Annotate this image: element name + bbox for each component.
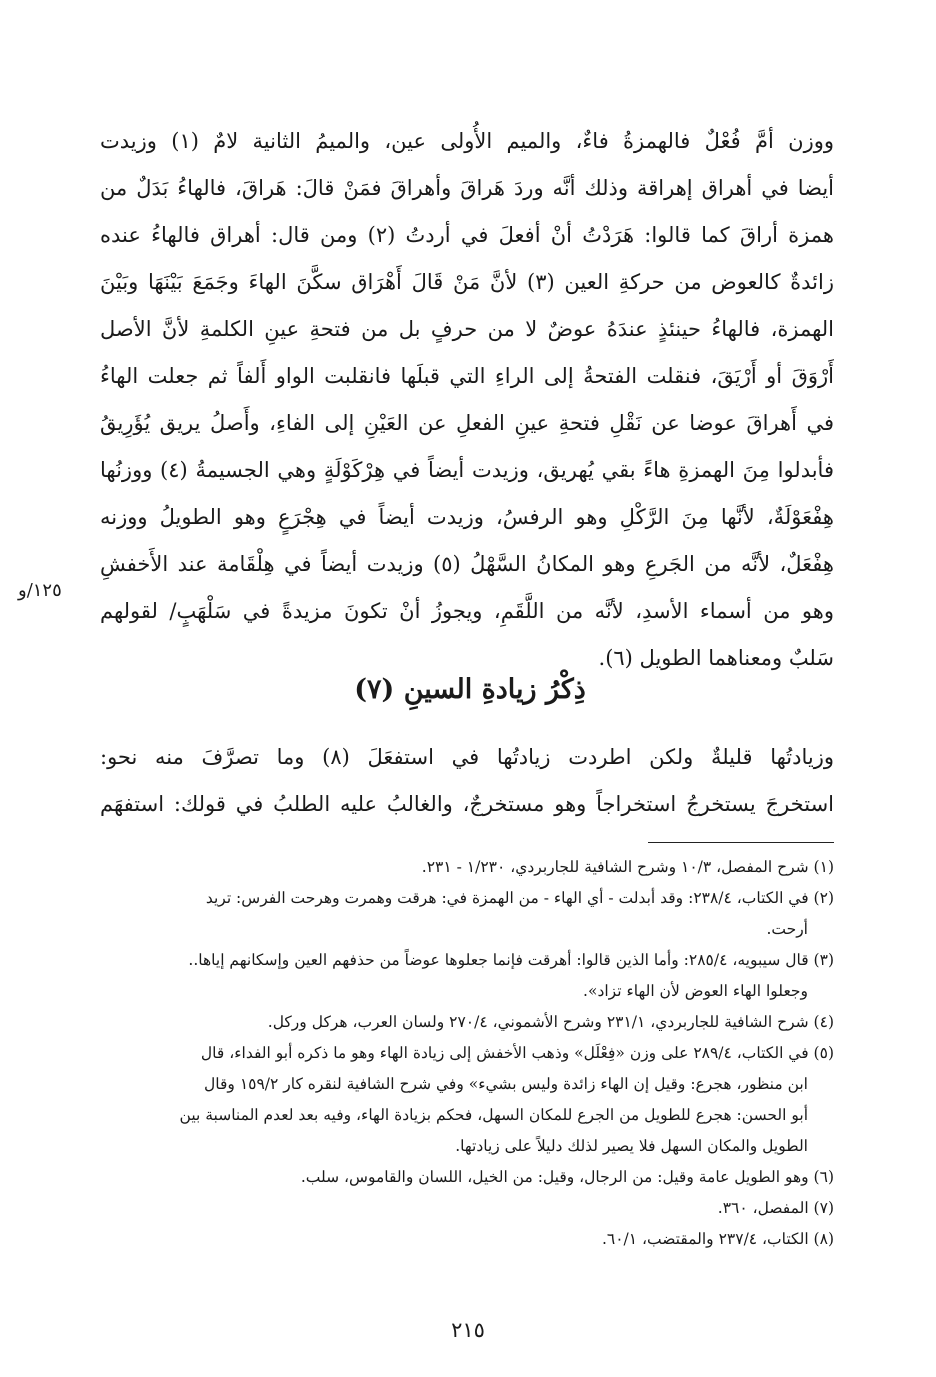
text-line: في أَهراقَ عوضا عن نَقْلِ فتحةِ عينِ الفعلِ عن العَيْنِ إلى الفاءِ، وأَصلُ يريق يُؤَرِيقُ — [100, 411, 834, 435]
main-text-continued — [100, 734, 834, 828]
footnote: (٧) المفصل، ٣٦٠. — [717, 1199, 834, 1217]
footnote: (٣) قال سيبويه، ٢٨٥/٤: وأما الذين قالوا: أهرقت فإنما جعلوها عوضاً من حذفهم العين وإسكانهم إياها.. — [188, 951, 834, 969]
footnote-continuation: أرحت. — [766, 920, 808, 938]
text-line: هِفْعَلٌ، لأنَّه من الجَرعِ وهو المكانُ السَّهْلُ (٥) وزيدت أيضاً في هِلْقَامة عند الأَخفشِ — [100, 552, 834, 576]
footnote: (١) شرح المفصل، ١٠/٣ وشرح الشافية للجاربردي، ١/٢٣٠ - ٢٣١. — [421, 858, 834, 876]
text-line: زائدةٌ كالعوض من حركةِ العين (٣) لأنَّ مَنْ قَالَ أَهْرَاق سكَّنَ الهاءَ وجَمَعَ بَيْنَهَا وبَيْنَ — [100, 270, 834, 294]
text-line: ووزن أمَّ فُعْلٌ فالهمزةُ فاءٌ، والميم الأُولى عين، والميمُ الثانية لامٌ (١) وزيدت — [100, 129, 834, 153]
main-text — [100, 118, 834, 682]
footnote-continuation: ابن منظور، هجرع: وقيل إن الهاء زائدة وليس بشيء» وفي شرح الشافية لنقره كار ١٥٩/٢ وقال — [204, 1075, 808, 1093]
text-line: سَلبٌ ومعناهما الطويل (٦). — [598, 646, 834, 670]
footnote-separator — [648, 842, 834, 843]
section-heading: ذِكْرُ زيادةِ السينِ (٧) — [354, 674, 586, 705]
footnote: (٤) شرح الشافية للجاربردي، ٢٣١/١ وشرح الأشموني، ٢٧٠/٤ ولسان العرب، هركل وركل. — [267, 1013, 834, 1031]
text-line: همزة أراقَ كما قالوا: هَرَدْتُ أنْ أفعلَ في أردتُ (٢) ومن قال: أهراق فالهاءُ عنده — [100, 223, 834, 247]
text-line: فأبدلوا مِنَ الهمزةِ هاءً بقي يُهريق، وزيدت أيضاً في هِرْكَوْلَةٍ وهي الجسيمةُ (٤) ووزنُها — [100, 458, 834, 482]
footnote-continuation: وجعلوا الهاء العوض لأن الهاء تزاد». — [583, 982, 808, 1000]
text-line: هِفْعَوْلَةٌ، لأنَّها مِنَ الرَّكْلِ وهو الرفسُ، وزيدت أيضاً في هِجْرَعٍ وهو الطويلُ ووزنه — [100, 505, 834, 529]
footnote: (٥) في الكتاب، ٢٨٩/٤ على وزن «فِعْلَل» وذهب الأخفش إلى زيادة الهاء وهو ما ذكره أبو الفداء، قال — [200, 1044, 834, 1062]
text-line: أَرْوَقَ أو أَرْيَقَ، فنقلت الفتحةُ إلى الراءِ التي قبلَها فانقلبت الواو أَلفاً ثم جعلت الهاءُ — [100, 364, 834, 388]
text-line: وزيادتُها قليلةٌ ولكن اطردت زيادتُها في استفعَلَ (٨) وما تصرَّفَ منه نحو: — [100, 745, 834, 769]
text-line: استخرجَ يستخرجُ استخراجاً وهو مستخرجٌ، والغالبُ عليه الطلبُ في قولك: استفهَم — [100, 792, 834, 816]
footnote: (٨) الكتاب، ٢٣٧/٤ والمقتضب، ٦٠/١. — [601, 1230, 834, 1248]
footnotes — [100, 852, 834, 1255]
text-line: أيضا في أهراق إهراقة وذلك أنَّه وردَ هَراقَ وأهراقَ فمَنْ قالَ: هَراقَ، فالهاءُ بَدَلٌ من — [100, 176, 834, 200]
footnote-continuation: الطويل والمكان السهل فلا يصير لذلك دليلاً على زيادتها. — [455, 1137, 808, 1155]
manuscript-folio-note: ١٢٥/و — [18, 580, 62, 601]
footnote: (٢) في الكتاب، ٢٣٨/٤: وقد أبدلت - أي الهاء - من الهمزة في: هرقت وهمرت وهرحت الفرس: تريد — [205, 889, 834, 907]
page-number: ٢١٥ — [451, 1318, 485, 1342]
footnote-continuation: أبو الحسن: هجرع للطويل من الجرع للمكان السهل، فحكم بزيادة الهاء، وفيه بعد لعدم المناسبة بين — [179, 1106, 808, 1124]
footnote: (٦) وهو الطويل عامة وقيل: من الرجال، وقيل: من الخيل، اللسان والقاموس، سلب. — [300, 1168, 834, 1186]
text-line: وهو من أسماء الأسدِ، لأنَّه من اللَّقَمِ، ويجوزُ أنْ تكونَ مزيدةً في سَلْهَبٍ/ لقولهم — [100, 599, 834, 623]
text-line: الهمزة، فالهاءُ حينئذٍ عندَهُ عوضٌ لا من حرفٍ بل من فتحةِ عينِ الكلمةِ لأنَّ الأصل — [100, 317, 834, 341]
